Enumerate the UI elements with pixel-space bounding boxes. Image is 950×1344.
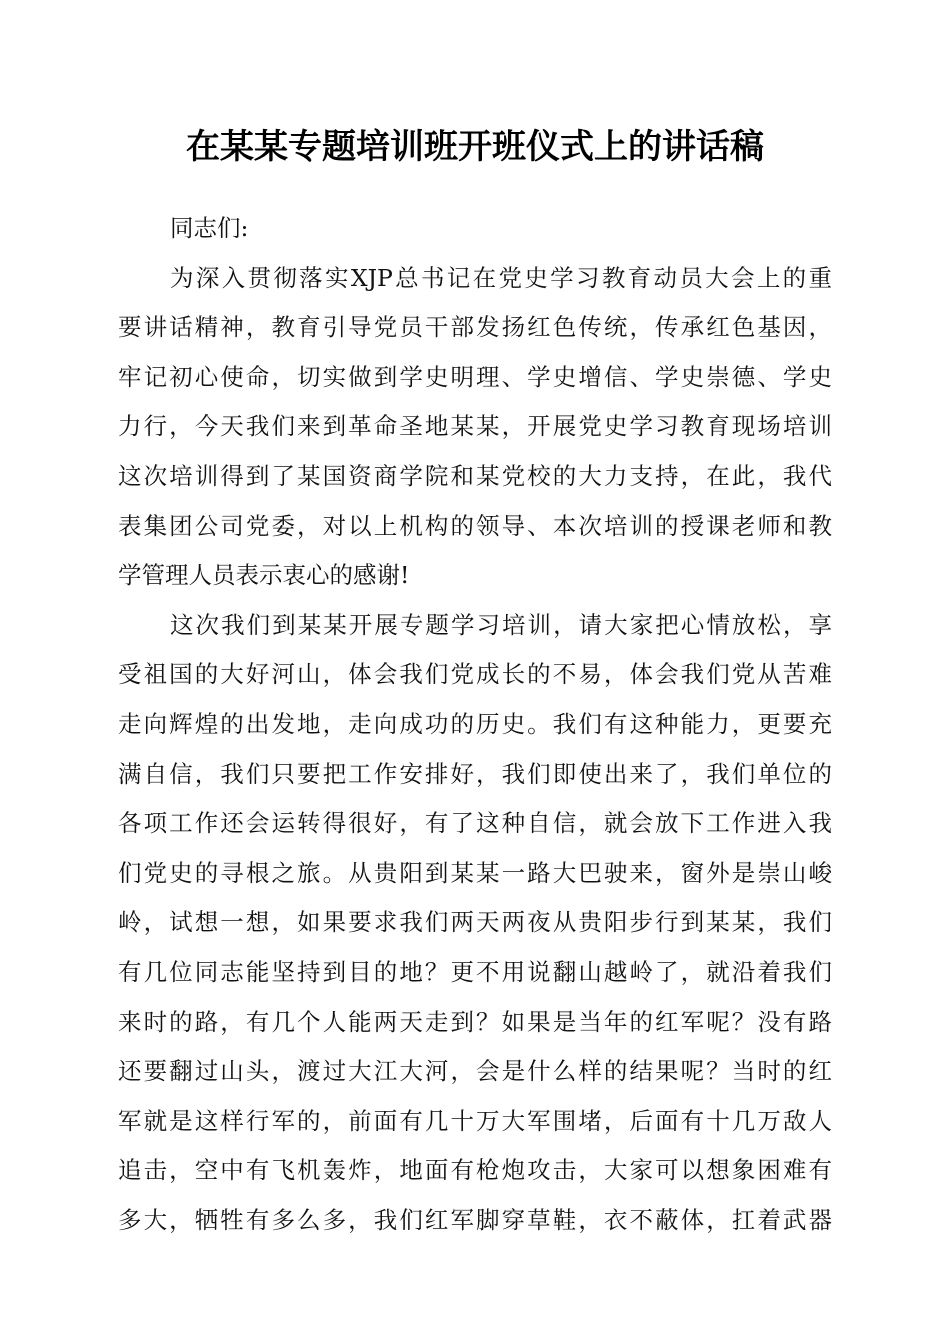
paragraph-2-line: 满自信，我们只要把工作安排好，我们即使出来了，我们单位的 xyxy=(118,759,832,788)
paragraph-1-line: 为深入贯彻落实XJP总书记在党史学习教育动员大会上的重 xyxy=(170,263,832,292)
paragraph-2-line: 们党史的寻根之旅。从贵阳到某某一路大巴驶来，窗外是崇山峻 xyxy=(118,858,832,887)
paragraph-1-line: 力行，今天我们来到革命圣地某某，开展党史学习教育现场培训 xyxy=(118,412,832,441)
salutation: 同志们: xyxy=(170,214,249,242)
paragraph-2-line: 追击，空中有飞机轰炸，地面有枪炮攻击，大家可以想象困难有 xyxy=(118,1156,832,1185)
paragraph-2-line: 这次我们到某某开展专题学习培训，请大家把心情放松，享 xyxy=(170,610,832,639)
paragraph-1-line: 表集团公司党委，对以上机构的领导、本次培训的授课老师和教 xyxy=(118,511,832,540)
paragraph-2-line: 还要翻过山头，渡过大江大河，会是什么样的结果呢？当时的红 xyxy=(118,1057,832,1086)
paragraph-2-line: 受祖国的大好河山，体会我们党成长的不易，体会我们党从苦难 xyxy=(118,660,832,689)
paragraph-2-line: 有几位同志能坚持到目的地？更不用说翻山越岭了，就沿着我们 xyxy=(118,957,832,986)
document-body xyxy=(118,204,832,1245)
paragraph-2-line: 多大，牺牲有多么多，我们红军脚穿草鞋，衣不蔽体，扛着武器 xyxy=(118,1205,832,1234)
document-title: 在某某专题培训班开班仪式上的讲话稿 xyxy=(186,127,764,167)
paragraph-1-line: 学管理人员表示衷心的感谢! xyxy=(118,561,410,590)
paragraph-2-line: 岭，试想一想，如果要求我们两天两夜从贵阳步行到某某，我们 xyxy=(118,908,832,937)
paragraph-1-line: 这次培训得到了某国资商学院和某党校的大力支持，在此，我代 xyxy=(118,461,832,490)
paragraph-2-line: 各项工作还会运转得很好，有了这种自信，就会放下工作进入我 xyxy=(118,809,832,838)
paragraph-1-line: 要讲话精神，教育引导党员干部发扬红色传统，传承红色基因， xyxy=(118,313,832,342)
paragraph-2-line: 军就是这样行军的，前面有几十万大军围堵，后面有十几万敌人 xyxy=(118,1106,832,1135)
paragraph-2-line: 来时的路，有几个人能两天走到？如果是当年的红军呢？没有路 xyxy=(118,1007,832,1036)
paragraph-1-line: 牢记初心使命，切实做到学史明理、学史增信、学史崇德、学史 xyxy=(118,362,832,391)
paragraph-2-line: 走向辉煌的出发地，走向成功的历史。我们有这种能力，更要充 xyxy=(118,709,832,738)
